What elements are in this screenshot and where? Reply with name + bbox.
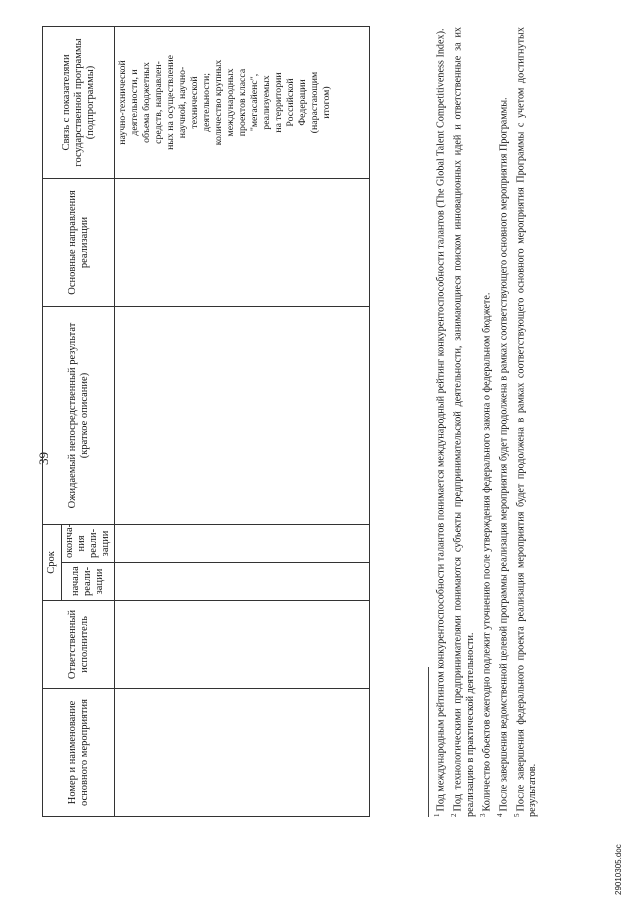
cell-term-end [115, 524, 370, 562]
footnote [494, 27, 511, 817]
footnote [511, 27, 540, 817]
header-expected-result: Ожидаемый непосредственный результат (краткое описание) [43, 306, 115, 524]
header-term-end: оконча-ния реали-зации [62, 524, 115, 562]
footnote [477, 27, 494, 817]
footnote-number: 2 [449, 813, 458, 817]
events-table [42, 26, 370, 817]
cell-term-start [115, 563, 370, 601]
footnote-text: Под международным рейтингом конкурентоспособности талантов понимается международный рейтинг конкурентоспособности талантов (The Global Talent Competitiveness Index). [435, 28, 447, 812]
cell-responsible [115, 601, 370, 689]
footnote [431, 27, 448, 817]
document-code: 29010305.doc [614, 844, 623, 895]
cell-indicator-link: научно-технической деятельности, и объема бюджетных средств, направлен- ных на осуществление научной, научно- технической деятельности; количество крупных международных проектов класса "мегасайенс", реализуемых на территории Российской Федерации (нарастающим итогом) [115, 26, 370, 178]
footnote-separator [428, 667, 429, 817]
footnote-number: 4 [495, 813, 504, 817]
footnote-number: 1 [433, 813, 441, 817]
footnote-text: Под технологическими предпринимателями понимаются субъекты предпринимательской деятельности, занимающиеся поиском инновационных идей и ответственные за их реализацию в практической деятельности. [452, 27, 476, 817]
header-indicator-link: Связь с показателями государственной программы (подпрограммы) [43, 26, 115, 178]
cell-event-name [115, 689, 370, 817]
page-number: 39 [36, 452, 51, 465]
footnote-text: После завершения ведомственной целевой программы реализация мероприятия будет продолжена в рамках соответствующего основного мероприятия Программы. [498, 97, 510, 812]
header-main-directions: Основные направления реализации [43, 178, 115, 306]
footnote-text: Количество объектов ежегодно подлежит уточнению после утверждения федерального закона о федеральном бюджете. [481, 292, 493, 812]
footnote-number: 3 [479, 813, 487, 817]
footnotes [431, 27, 540, 817]
footnote-text: После завершения федерального проекта реализация мероприятия будет продолжена в рамках соответствующего основного мероприятия Программы с учетом достигнутых результатов. [514, 27, 539, 817]
cell-expected-result [115, 306, 370, 524]
header-term: Срок [43, 524, 62, 600]
header-responsible: Ответственный исполнитель [43, 601, 115, 689]
footnote [448, 27, 477, 817]
footnote-number: 5 [512, 813, 521, 817]
header-event-name: Номер и наименование основного мероприятия [43, 689, 115, 817]
header-term-start: начала реали-зации [62, 563, 115, 601]
cell-main-directions [115, 178, 370, 306]
